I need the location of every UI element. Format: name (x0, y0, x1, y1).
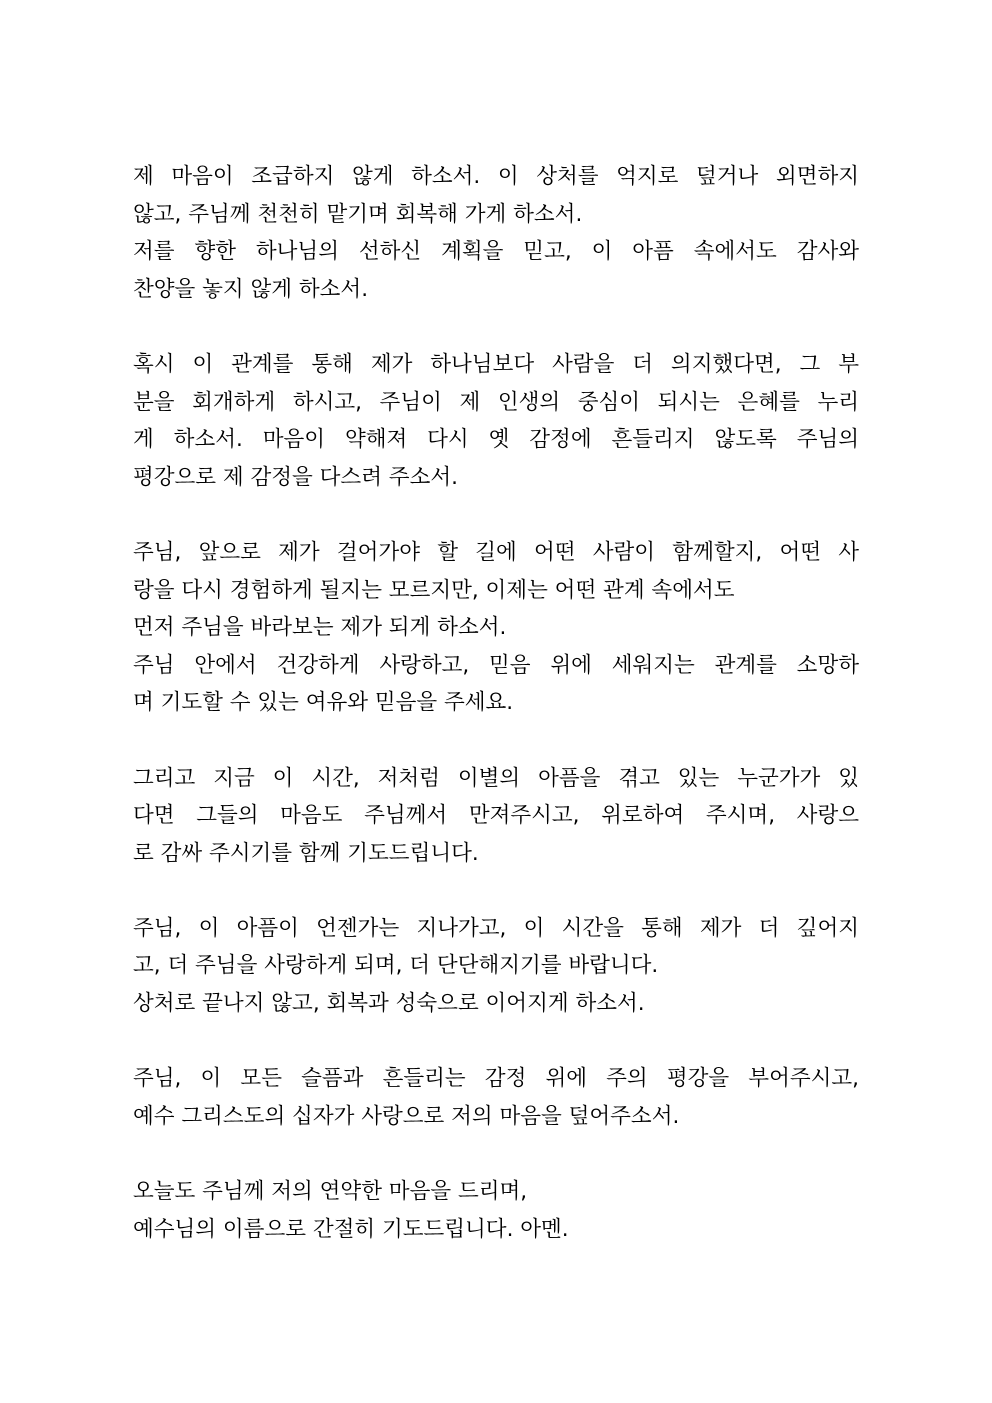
text-line: 혹시 이 관계를 통해 제가 하나님보다 사람을 더 의지했다면, 그 부 (133, 351, 859, 377)
text-line: 주님 안에서 건강하게 사랑하고, 믿음 위에 세워지는 관계를 소망하 (133, 652, 859, 678)
text-line: 주님, 이 모든 슬픔과 흔들리는 감정 위에 주의 평강을 부어주시고, (133, 1066, 859, 1092)
text-line: 분을 회개하게 하시고, 주님이 제 인생의 중심이 되시는 은혜를 누리 (133, 389, 859, 415)
paragraph (133, 346, 859, 496)
text-line: 주님, 이 아픔이 언젠가는 지나가고, 이 시간을 통해 제가 더 깊어지 (133, 915, 859, 941)
text-line: 다면 그들의 마음도 주님께서 만져주시고, 위로하여 주시며, 사랑으 (133, 803, 859, 829)
text-line: 랑을 다시 경험하게 될지는 모르지만, 이제는 어떤 관계 속에서도 (133, 577, 735, 603)
prayer-text (133, 158, 859, 1286)
text-line: 않고, 주님께 천천히 맡기며 회복해 가게 하소서. (133, 201, 583, 227)
paragraph (133, 760, 859, 873)
text-line: 저를 향한 하나님의 선하신 계획을 믿고, 이 아픔 속에서도 감사와 (133, 239, 859, 265)
text-line: 게 하소서. 마음이 약해져 다시 옛 감정에 흔들리지 않도록 주님의 (133, 427, 859, 453)
text-line: 제 마음이 조급하지 않게 하소서. 이 상처를 억지로 덮거나 외면하지 (133, 164, 859, 189)
text-line: 예수 그리스도의 십자가 사랑으로 저의 마음을 덮어주소서. (133, 1103, 680, 1129)
text-line: 찬양을 놓지 않게 하소서. (133, 276, 369, 302)
paragraph (133, 910, 859, 1023)
paragraph (133, 158, 859, 308)
text-line: 로 감싸 주시기를 함께 기도드립니다. (133, 840, 479, 866)
text-line: 며 기도할 수 있는 여유와 믿음을 주세요. (133, 690, 514, 716)
text-line: 주님, 앞으로 제가 걸어가야 할 길에 어떤 사람이 함께할지, 어떤 사 (133, 539, 859, 565)
text-line: 평강으로 제 감정을 다스려 주소서. (133, 464, 458, 490)
paragraph (133, 1060, 859, 1135)
text-line: 그리고 지금 이 시간, 저처럼 이별의 아픔을 겪고 있는 누군가가 있 (133, 765, 859, 791)
text-line: 오늘도 주님께 저의 연약한 마음을 드리며, (133, 1179, 528, 1205)
text-line: 예수님의 이름으로 간절히 기도드립니다. 아멘. (133, 1216, 569, 1242)
paragraph (133, 1173, 859, 1248)
text-line: 상처로 끝나지 않고, 회복과 성숙으로 이어지게 하소서. (133, 991, 645, 1017)
text-line: 먼저 주님을 바라보는 제가 되게 하소서. (133, 615, 507, 641)
paragraph (133, 534, 859, 722)
text-line: 고, 더 주님을 사랑하게 되며, 더 단단해지기를 바랍니다. (133, 953, 659, 979)
